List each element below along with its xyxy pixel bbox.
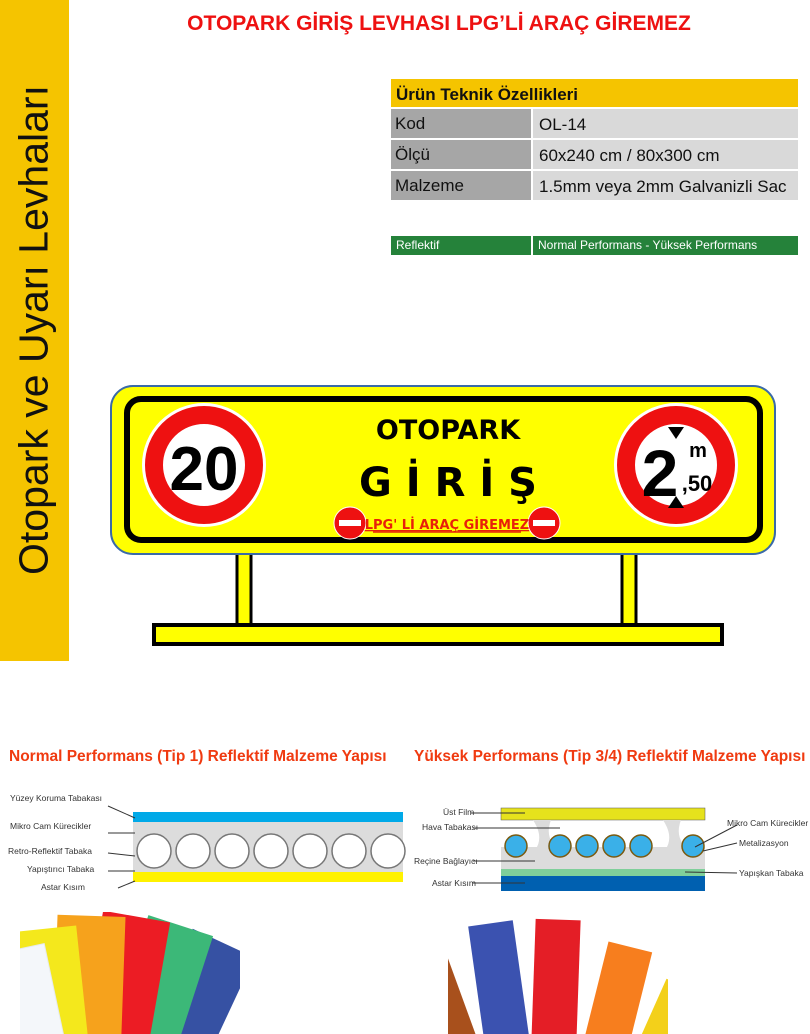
spec-table-header: Ürün Teknik Özellikleri	[391, 79, 798, 109]
spec-key: Ölçü	[391, 140, 533, 169]
normal-reflective-sheets-image	[20, 912, 240, 1034]
table-row	[391, 109, 798, 140]
spec-key: Malzeme	[391, 171, 533, 200]
reflective-row	[391, 236, 798, 255]
sidebar-label: Otopark ve Uyarı Levhaları	[10, 85, 57, 575]
table-row	[391, 140, 798, 171]
svg-text:G İ R İ Ş: G İ R İ Ş	[359, 460, 537, 506]
parking-entrance-sign	[108, 383, 778, 658]
table-row	[391, 171, 798, 202]
svg-text:,50: ,50	[681, 471, 713, 496]
reflective-key: Reflektif	[391, 236, 533, 255]
spec-value: OL-14	[533, 109, 798, 138]
layer-label: Yapışkan Tabaka	[739, 868, 804, 878]
normal-structure-diagram	[0, 790, 410, 895]
svg-text:20: 20	[169, 435, 239, 504]
svg-text:2: 2	[641, 436, 679, 510]
layer-label: Reçine Bağlayıcı	[414, 856, 478, 866]
reflective-value: Normal Performans - Yüksek Performans	[533, 236, 798, 255]
spec-key: Kod	[391, 109, 533, 138]
no-entry-icon	[528, 507, 560, 539]
no-entry-icon	[334, 507, 366, 539]
layer-label: Hava Tabakası	[422, 822, 479, 832]
svg-text:LPG' Lİ ARAÇ GİREMEZ: LPG' Lİ ARAÇ GİREMEZ	[364, 518, 530, 533]
layer-label: Üst Film	[443, 807, 475, 817]
speed-limit-icon	[142, 403, 266, 527]
layer-label: Astar Kısım	[432, 878, 476, 888]
height-limit-icon	[614, 403, 738, 527]
sidebar-banner	[0, 0, 69, 661]
layer-label: Yapıştırıcı Tabaka	[27, 864, 95, 874]
layer-label: Yüzey Koruma Tabakası	[10, 793, 102, 803]
layer-label: Metalizasyon	[739, 838, 789, 848]
layer-label: Retro-Reflektif Tabaka	[8, 846, 92, 856]
high-performance-title: Yüksek Performans (Tip 3/4) Reflektif Malzeme Yapısı	[414, 748, 806, 765]
high-reflective-sheets-image	[448, 908, 668, 1034]
page-title: OTOPARK GİRİŞ LEVHASI LPG’Lİ ARAÇ GİREMEZ	[187, 12, 691, 35]
svg-text:OTOPARK: OTOPARK	[375, 415, 521, 446]
svg-text:m: m	[689, 440, 707, 462]
spec-value: 1.5mm veya 2mm Galvanizli Sac	[533, 171, 798, 200]
layer-label: Astar Kısım	[41, 882, 85, 892]
normal-performance-title: Normal Performans (Tip 1) Reflektif Malzeme Yapısı	[9, 748, 387, 765]
high-structure-diagram	[405, 795, 810, 895]
spec-table	[391, 79, 798, 202]
spec-value: 60x240 cm / 80x300 cm	[533, 140, 798, 169]
layer-label: Mikro Cam Kürecikler	[10, 821, 92, 831]
layer-label: Mikro Cam Kürecikler	[727, 818, 809, 828]
